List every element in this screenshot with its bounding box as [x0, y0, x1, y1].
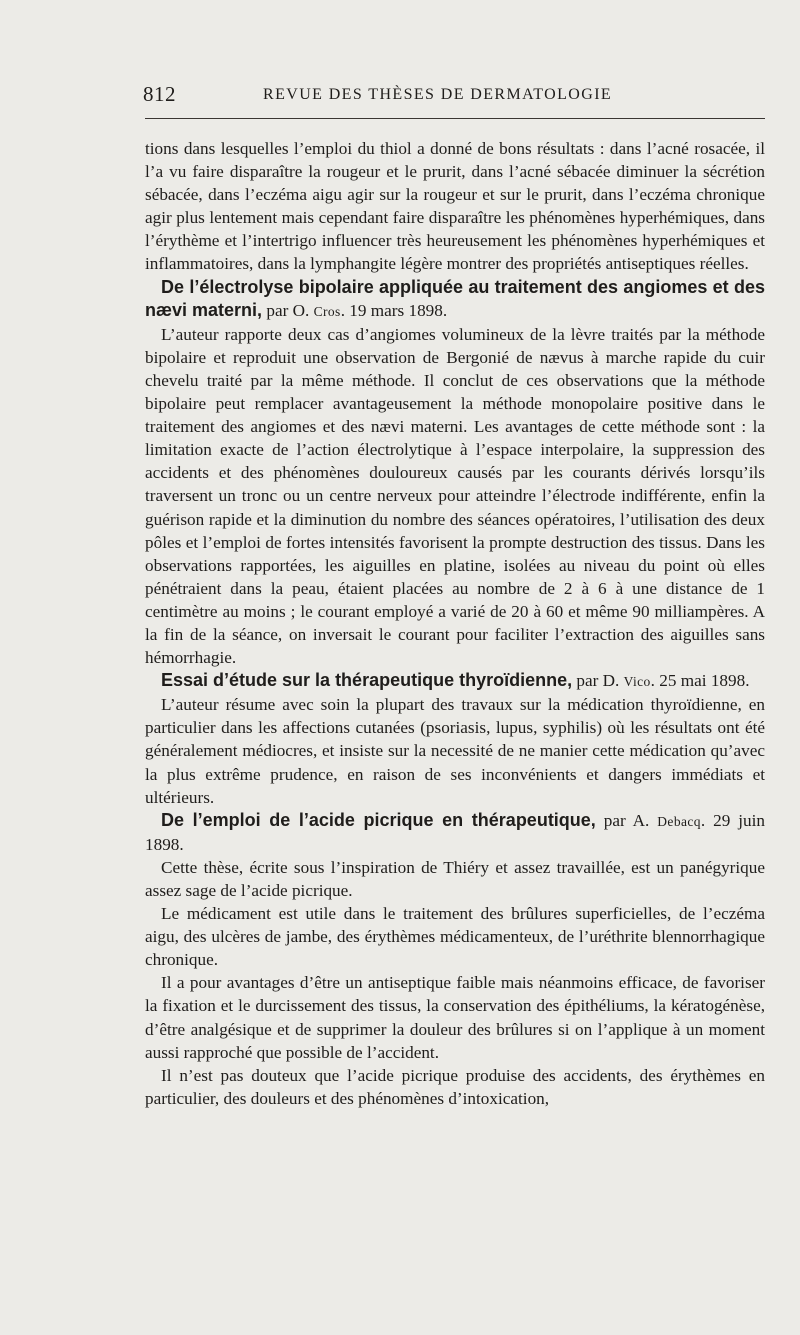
body-text: [145, 137, 765, 1110]
author-name: Vico: [623, 674, 651, 690]
author-name: Debacq: [657, 813, 701, 829]
running-title: REVUE DES THÈSES DE DERMATOLOGIE: [263, 86, 613, 103]
page-number: 812: [143, 82, 176, 106]
thesis-entry: [145, 809, 765, 856]
paragraph: Le médicament est utile dans le traitement des brûlures superficielles, de l’eczéma aigu, des ulcères de jambe, des érythèmes médicamenteux, de l’uréthrite blennorrhagique chronique.: [145, 904, 765, 970]
header-rule: [145, 118, 765, 119]
thesis-entry: [145, 669, 765, 693]
thesis-title: De l’électrolyse bipolaire appliquée au traitement des angiomes et des nævi materni,: [145, 276, 765, 320]
citation-date: . 19 mars 1898.: [340, 300, 448, 320]
author-name: Cros: [313, 303, 341, 319]
paragraph: Il a pour avantages d’être un antiseptique faible mais néanmoins efficace, de favoriser la fixation et le durcissement des tissus, la conservation des épithéliums, la kératogénèse, d’être analgésique et de supprimer la douleur des brûlures si on l’applique à un moment aussi rapproché que possible de l’accident.: [145, 973, 765, 1062]
thesis-title: Essai d’étude sur la thérapeutique thyroïdienne,: [161, 670, 573, 691]
page-header: [143, 82, 765, 112]
paragraph: tions dans lesquelles l’emploi du thiol a donné de bons résultats : dans l’acné rosacée, il l’a vu faire disparaître la rougeur et le prurit, dans l’acné sébacée diminuer la sécrétion sébacée, dans l’eczéma aigu agir sur la rougeur et sur le prurit, dans l’eczéma chronique agir plus lentement mais cependant faire disparaître les phénomènes hyperhémiques, dans l’érythème et l’intertrigo influencer très heureusement les phénomènes hyperhémiques et inflammatoires, dans la lymphangite légère montrer des propriétés antiseptiques réelles.: [145, 139, 765, 274]
paragraph: Il n’est pas douteux que l’acide picrique produise des accidents, des érythèmes en particulier, des douleurs et des phénomènes d’intoxication,: [145, 1065, 765, 1108]
citation-date: . 29 juin 1898.: [145, 810, 765, 854]
citation-date: . 25 mai 1898.: [650, 671, 750, 691]
citation-prefix: par D.: [572, 671, 624, 691]
paragraph: Cette thèse, écrite sous l’inspiration de Thiéry et assez travaillée, est un panégyrique assez sage de l’acide picrique.: [145, 857, 765, 900]
citation-prefix: par A.: [595, 810, 658, 830]
paragraph: L’auteur rapporte deux cas d’angiomes volumineux de la lèvre traités par la méthode bipolaire et reproduit une observation de Bergonié de nævus à marche rapide du cuir chevelu traité par la même méthode. Il conclut de ces observations que la méthode bipolaire peut remplacer avantageusement la méthode monopolaire positive dans le traitement des angiomes et des nævi materni. Les avantages de cette méthode sont : la limitation exacte de l’action électrolytique à l’espace interpolaire, la suppression des accidents et des phénomènes douloureux causés par les courants dérivés lorsqu’ils traversent un tronc ou un centre nerveux pour atteindre l’électrode indifférente, enfin la guérison rapide et la diminution du nombre des séances opératoires, l’utilisation des deux pôles et l’emploi de fortes intensités favorisent la prompte destruction des tissus. Dans les observations rapportées, les aiguilles en platine, isolées au niveau du point où elles pénétraient dans la peau, étaient placées au nombre de 2 à 6 à une distance de 1 centimètre au moins ; le courant employé a varié de 20 à 60 et même 90 milliampères. A la fin de la séance, on inversait le courant pour faciliter l’extraction des aiguilles sans hémorrhagie.: [145, 324, 765, 668]
thesis-entry: [145, 276, 765, 323]
citation-prefix: par O.: [262, 300, 314, 320]
thesis-title: De l’emploi de l’acide picrique en thérapeutique,: [161, 809, 596, 830]
paragraph: L’auteur résume avec soin la plupart des travaux sur la médication thyroïdienne, en particulier dans les affections cutanées (psoriasis, lupus, syphilis) où les résultats ont été généralement médiocres, et insiste sur la necessité de ne manier cette médication qu’avec la plus extrême prudence, en raison de ses inconvénients et dangers immédiats et ultérieurs.: [145, 695, 765, 807]
